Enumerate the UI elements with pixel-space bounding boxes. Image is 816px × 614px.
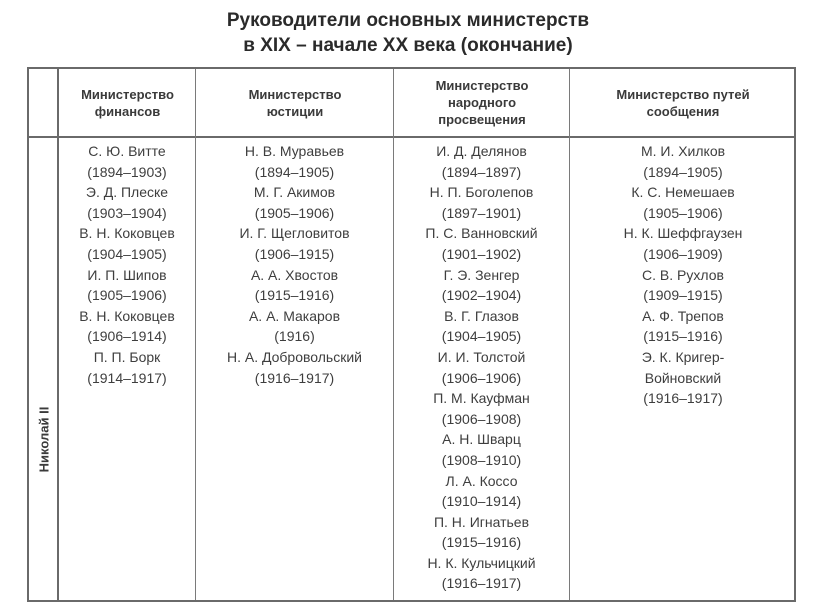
minister-name: М. Г. Акимов: [253, 184, 336, 201]
minister-years: (1906–1906): [441, 369, 522, 386]
minister-years: (1906–1914): [87, 328, 167, 345]
column-education: [394, 141, 569, 594]
header-education-label: Министерство народного просвещения: [435, 78, 529, 127]
minister-name: И. Г. Щегловитов: [239, 225, 350, 242]
minister-years: (1910–1914): [441, 493, 522, 510]
minister-name: П. С. Ванновский: [425, 225, 538, 242]
minister-name-line-1: Э. К. Кригер-: [641, 348, 725, 365]
list-item: [59, 306, 195, 347]
header-justice-label: Министерство юстиции: [248, 86, 342, 119]
column-justice: [196, 141, 393, 388]
minister-name: П. М. Кауфман: [433, 390, 530, 407]
minister-years: (1906–1909): [643, 245, 723, 262]
list-item: [570, 265, 796, 306]
list-item: [570, 306, 796, 347]
minister-years: (1916–1917): [441, 575, 522, 592]
minister-years: (1915–1916): [441, 534, 522, 551]
minister-years: (1906–1908): [441, 410, 522, 427]
header-justice: [196, 69, 394, 136]
list-item: [196, 182, 393, 223]
list-item: [394, 306, 569, 347]
minister-years: (1916–1917): [254, 369, 335, 386]
list-item: [570, 223, 796, 264]
header-finance-label: Министерство финансов: [81, 86, 174, 119]
list-item: [59, 141, 195, 182]
list-item: [196, 141, 393, 182]
minister-years: (1902–1904): [441, 287, 522, 304]
minister-name: А. Ф. Трепов: [642, 307, 724, 324]
minister-years: (1905–1906): [643, 204, 723, 221]
ruler-cell: [32, 369, 56, 509]
header-railways-label: Министерство путей сообщения: [616, 86, 750, 119]
minister-name: Н. В. Муравьев: [244, 143, 345, 159]
minister-years: (1894–1905): [643, 163, 723, 180]
minister-years: (1908–1910): [441, 451, 522, 468]
minister-name: В. Н. Коковцев: [79, 307, 175, 324]
minister-name: М. И. Хилков: [640, 143, 726, 159]
list-item: [394, 347, 569, 388]
minister-name: С. В. Рухлов: [642, 266, 724, 283]
list-item: [570, 347, 796, 409]
minister-years: (1909–1915): [643, 287, 723, 304]
list-item: [394, 141, 569, 182]
ministers-table: [27, 67, 796, 602]
minister-name: И. Д. Делянов: [436, 143, 527, 159]
header-railways: [570, 69, 796, 136]
minister-years: (1904–1905): [441, 328, 522, 345]
list-item: [394, 512, 569, 553]
minister-name: Э. Д. Плеске: [85, 184, 169, 201]
list-item: [196, 306, 393, 347]
minister-years: (1897–1901): [441, 204, 522, 221]
list-item: [394, 553, 569, 594]
minister-years: (1906–1915): [254, 245, 335, 262]
list-item: [59, 347, 195, 388]
column-railways: [570, 141, 796, 409]
minister-years: (1894–1897): [441, 163, 522, 180]
minister-name: А. А. Макаров: [248, 307, 341, 324]
minister-name: Л. А. Коссо: [445, 472, 518, 489]
minister-name: Г. Э. Зенгер: [443, 266, 520, 283]
minister-years: (1905–1906): [87, 287, 167, 304]
minister-name: Н. П. Боголепов: [429, 184, 534, 201]
minister-years: (1914–1917): [87, 369, 167, 386]
minister-name: И. П. Шипов: [87, 266, 167, 283]
minister-name: В. Н. Коковцев: [79, 225, 175, 242]
list-item: [394, 265, 569, 306]
minister-name: В. Г. Глазов: [444, 307, 519, 324]
minister-years: (1903–1904): [87, 204, 167, 221]
minister-name: Н. К. Шеффгаузен: [623, 225, 743, 242]
minister-name: Н. А. Добровольский: [226, 348, 362, 365]
minister-name: А. Н. Шварц: [442, 431, 521, 448]
minister-name: К. С. Немешаев: [631, 184, 735, 201]
minister-name: П. П. Борк: [93, 348, 161, 365]
list-item: [59, 182, 195, 223]
column-finance: [59, 141, 195, 388]
minister-years: (1915–1916): [643, 328, 723, 345]
list-item: [394, 223, 569, 264]
header-education: [394, 69, 570, 136]
minister-name: Н. К. Кульчицкий: [427, 554, 536, 571]
minister-name: И. И. Толстой: [437, 348, 526, 365]
minister-years: (1901–1902): [441, 245, 522, 262]
minister-years: (1894–1903): [87, 163, 167, 180]
minister-name: А. А. Хвостов: [250, 266, 339, 283]
list-item: [196, 347, 393, 388]
minister-years: (1915–1916): [254, 287, 335, 304]
list-item: [196, 265, 393, 306]
list-item: [59, 223, 195, 264]
list-item: [394, 182, 569, 223]
list-item: [570, 182, 796, 223]
title-line-2: в XIX – начале XX века (окончание): [243, 35, 573, 56]
minister-name-line-2: Войновский: [644, 369, 722, 386]
list-item: [394, 388, 569, 429]
list-item: [59, 265, 195, 306]
minister-years: (1894–1905): [254, 163, 335, 180]
list-item: [394, 429, 569, 470]
minister-years: (1905–1906): [254, 204, 335, 221]
list-item: [196, 223, 393, 264]
minister-name: П. Н. Игнатьев: [433, 513, 530, 530]
header-divider: [29, 136, 794, 138]
ruler-name: Николай II: [36, 406, 52, 472]
page-title: [0, 8, 816, 58]
minister-name: С. Ю. Витте: [88, 143, 166, 159]
minister-years: (1916): [274, 328, 315, 345]
header-finance: [59, 69, 196, 136]
title-line-1: Руководители основных министерств: [226, 10, 590, 31]
minister-years: (1904–1905): [87, 245, 167, 262]
list-item: [394, 471, 569, 512]
minister-years: (1916–1917): [643, 390, 723, 407]
list-item: [570, 141, 796, 182]
